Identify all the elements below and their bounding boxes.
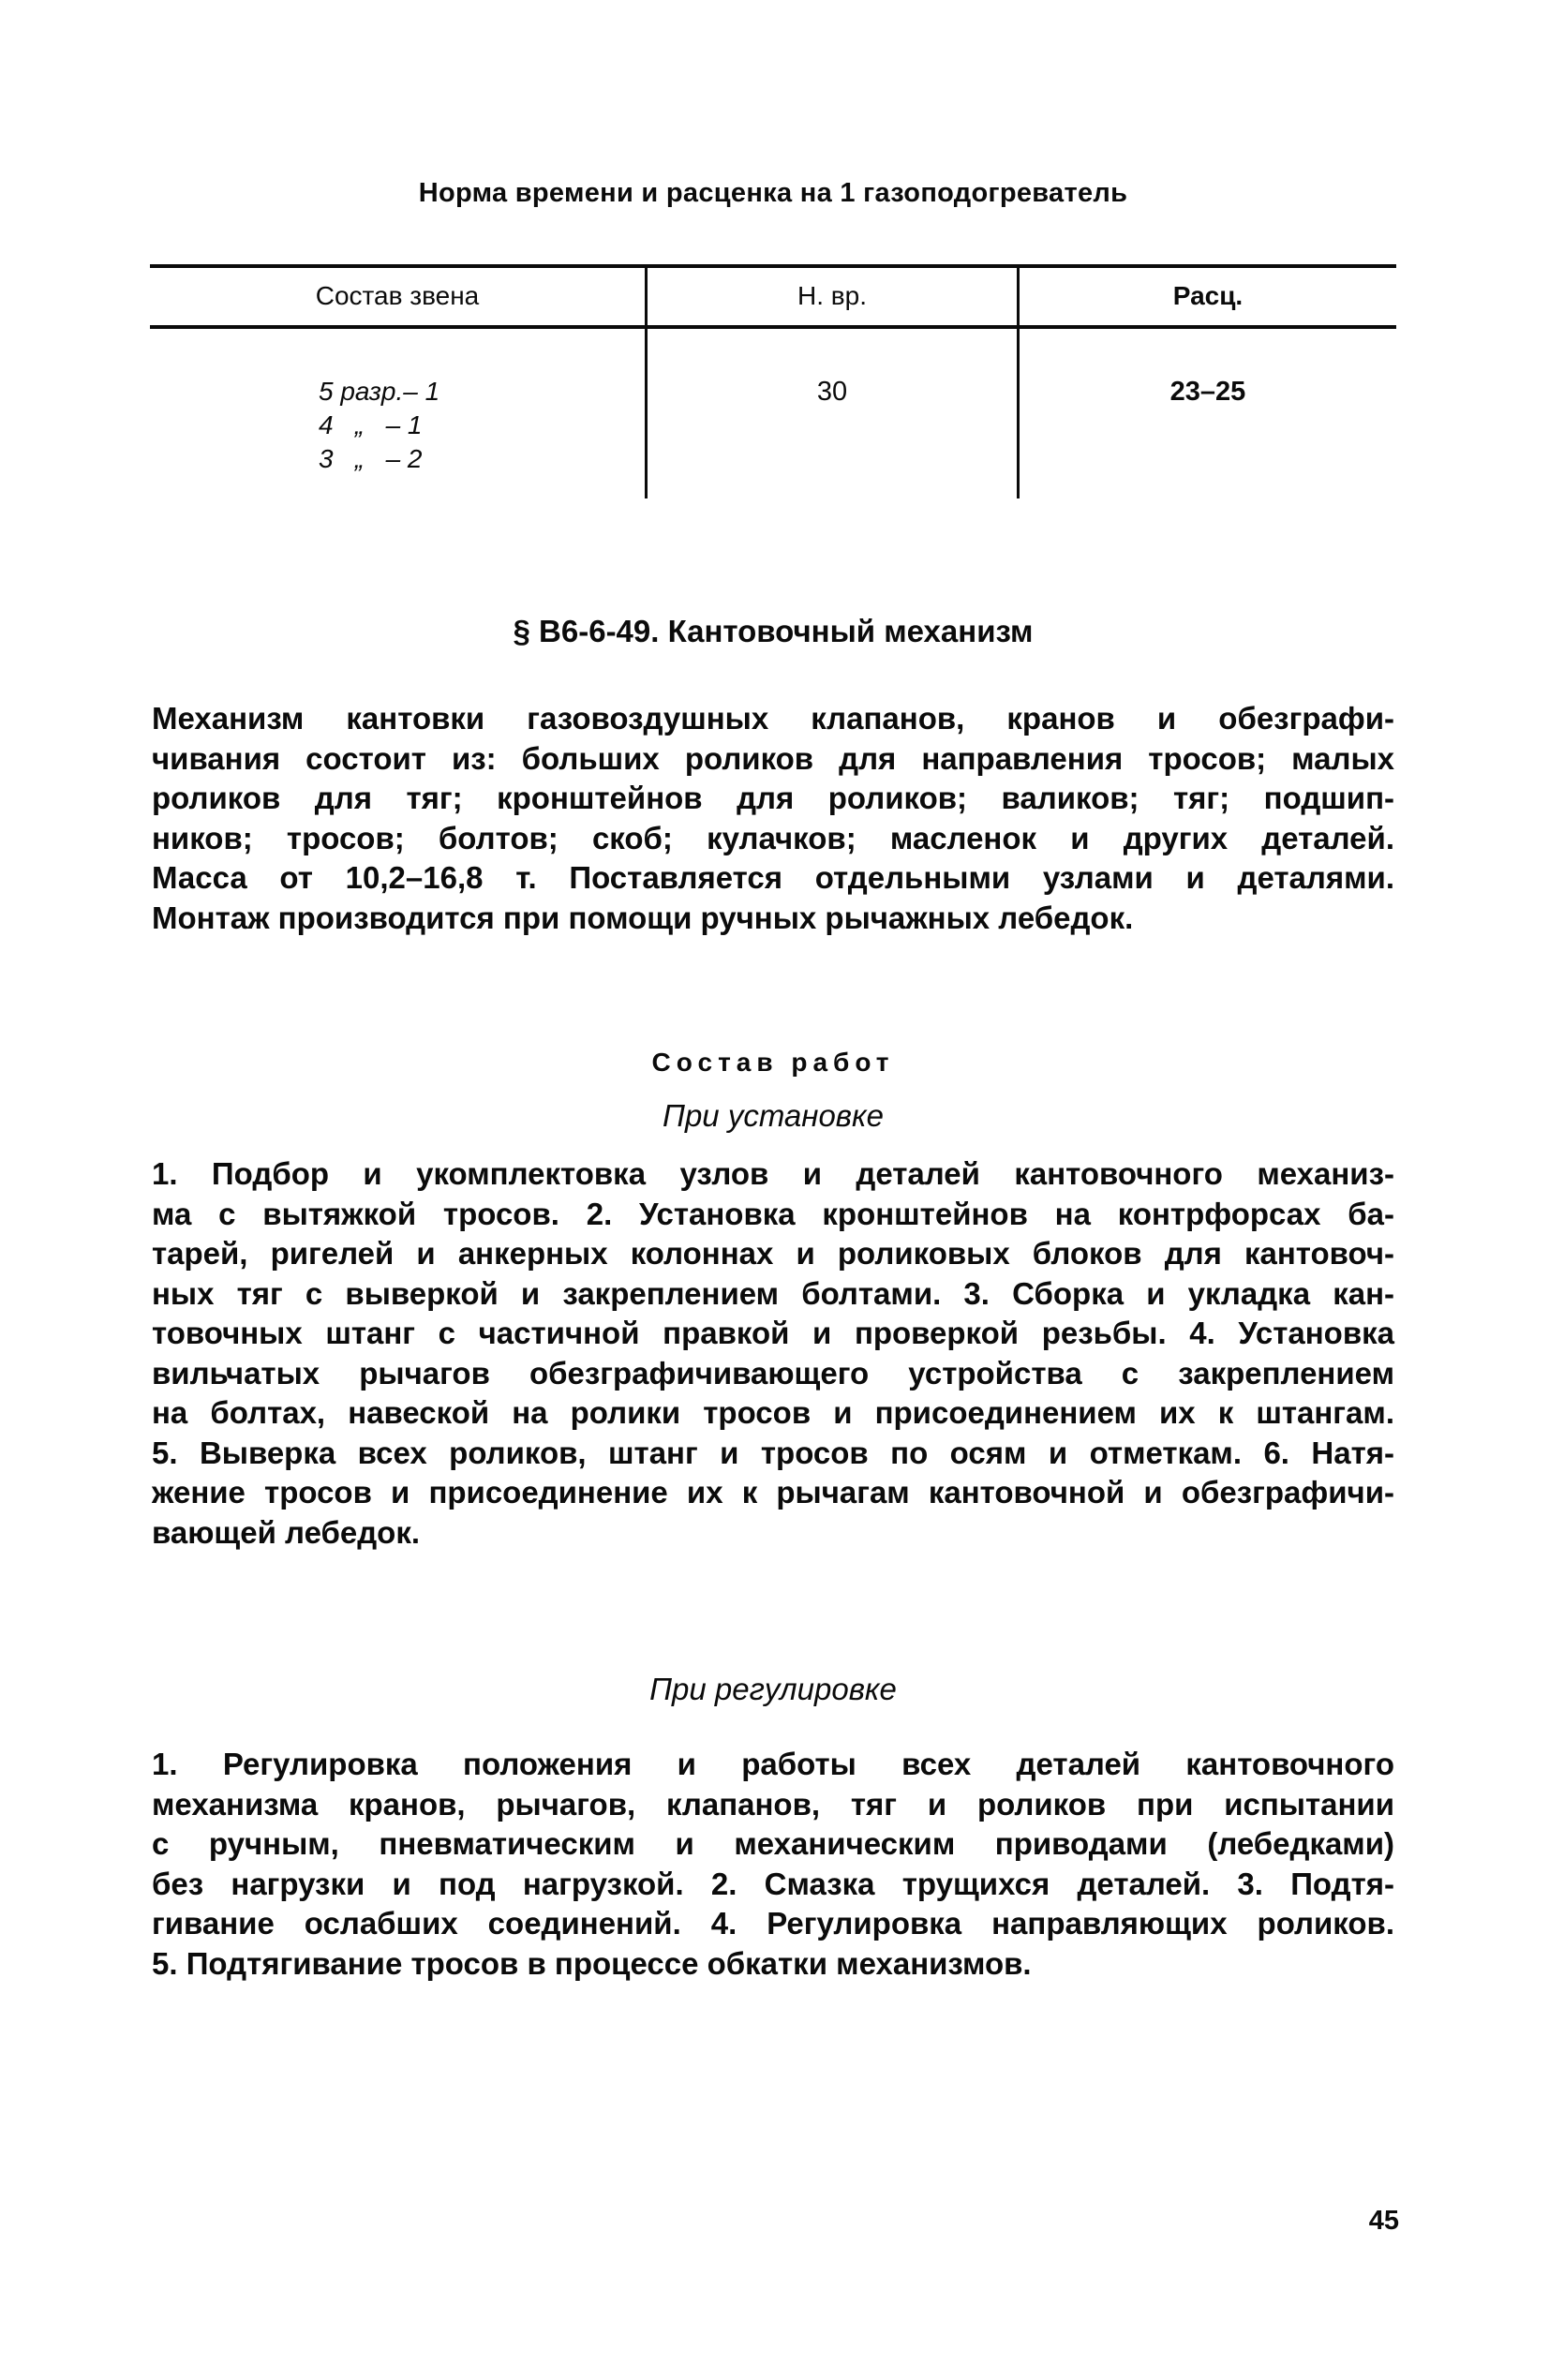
crew-line: 5 разр.– 1: [319, 377, 440, 406]
intro-paragraph: [152, 699, 1394, 938]
header-crew: Состав звена: [315, 281, 480, 310]
text-line: Механизм кантовки газовоздушных клапанов, кранов и обезграфи-: [152, 701, 1394, 736]
crew-composition: [319, 375, 506, 476]
text-line: с ручным, пневматическим и механическим приводами (лебедками): [152, 1826, 1394, 1861]
table-top-rule: [150, 264, 1396, 268]
text-line: ников; тросов; болтов; скоб; кулачков; масленок и других деталей.: [152, 820, 1394, 855]
work-composition-heading: Состав работ: [651, 1048, 895, 1077]
text-line: на болтах, навеской на ролики тросов и присоединением их к штангам.: [152, 1395, 1394, 1430]
adjust-paragraph: [152, 1745, 1394, 1984]
install-paragraph: [152, 1154, 1394, 1553]
norm-table: [150, 264, 1396, 498]
text-line: Монтаж производится при помощи ручных рычажных лебедок.: [152, 900, 1134, 935]
table-header-rule: [150, 325, 1396, 329]
text-line: тарей, ригелей и анкерных колоннах и роликовых блоков для кантовоч-: [152, 1236, 1394, 1271]
text-line: роликов для тяг; кронштейнов для роликов; валиков; тяг; подшип-: [152, 781, 1394, 815]
text-line: Масса от 10,2–16,8 т. Поставляется отдельными узлами и деталями.: [152, 860, 1394, 895]
text-line: товочных штанг с частичной правкой и проверкой резьбы. 4. Установка: [152, 1316, 1394, 1350]
page-number: 45: [1368, 2206, 1399, 2236]
text-line: ных тяг с выверкой и закреплением болтами. 3. Сборка и укладка кан-: [152, 1275, 1394, 1311]
adjust-subheading: При регулировке: [649, 1672, 897, 1706]
install-subheading: При установке: [663, 1098, 884, 1133]
text-line: гивание ослабших соединений. 4. Регулировка направляющих роликов.: [152, 1906, 1394, 1941]
text-line: жение тросов и присоединение их к рычагам кантовочной и обезграфичи-: [152, 1475, 1394, 1510]
cell-rate: 23–25: [1169, 377, 1246, 407]
crew-line: 4 „ – 1: [319, 410, 423, 439]
text-line: 5. Подтягивание тросов в процессе обкатки механизмов.: [152, 1945, 1032, 1981]
text-line: чивания состоит из: больших роликов для направления тросов; малых: [152, 740, 1394, 776]
text-line: 5. Выверка всех роликов, штанг и тросов по осям и отметкам. 6. Натя-: [152, 1435, 1394, 1470]
header-rate: Расц.: [1172, 281, 1244, 310]
crew-line: 3 „ – 2: [319, 444, 423, 473]
cell-time: 30: [816, 377, 848, 407]
text-line: вающей лебедок.: [152, 1514, 421, 1550]
text-line: ма с вытяжкой тросов. 2. Установка кронштейнов на контрфорсах ба-: [152, 1196, 1394, 1231]
text-line: 1. Подбор и укомплектовка узлов и деталей кантовочного механиз-: [152, 1156, 1394, 1191]
text-line: вильчатых рычагов обезграфичивающего устройства с закреплением: [152, 1355, 1394, 1391]
section-heading: § В6-6-49. Кантовочный механизм: [513, 614, 1034, 648]
header-time: Н. вр.: [797, 281, 867, 310]
table-title: Норма времени и расценка на 1 газоподогреватель: [418, 178, 1128, 208]
text-line: 1. Регулировка положения и работы всех деталей кантовочного: [152, 1747, 1394, 1781]
text-line: без нагрузки и под нагрузкой. 2. Смазка трущихся деталей. 3. Подтя-: [152, 1866, 1394, 1901]
text-line: механизма кранов, рычагов, клапанов, тяг и роликов при испытании: [152, 1786, 1394, 1822]
